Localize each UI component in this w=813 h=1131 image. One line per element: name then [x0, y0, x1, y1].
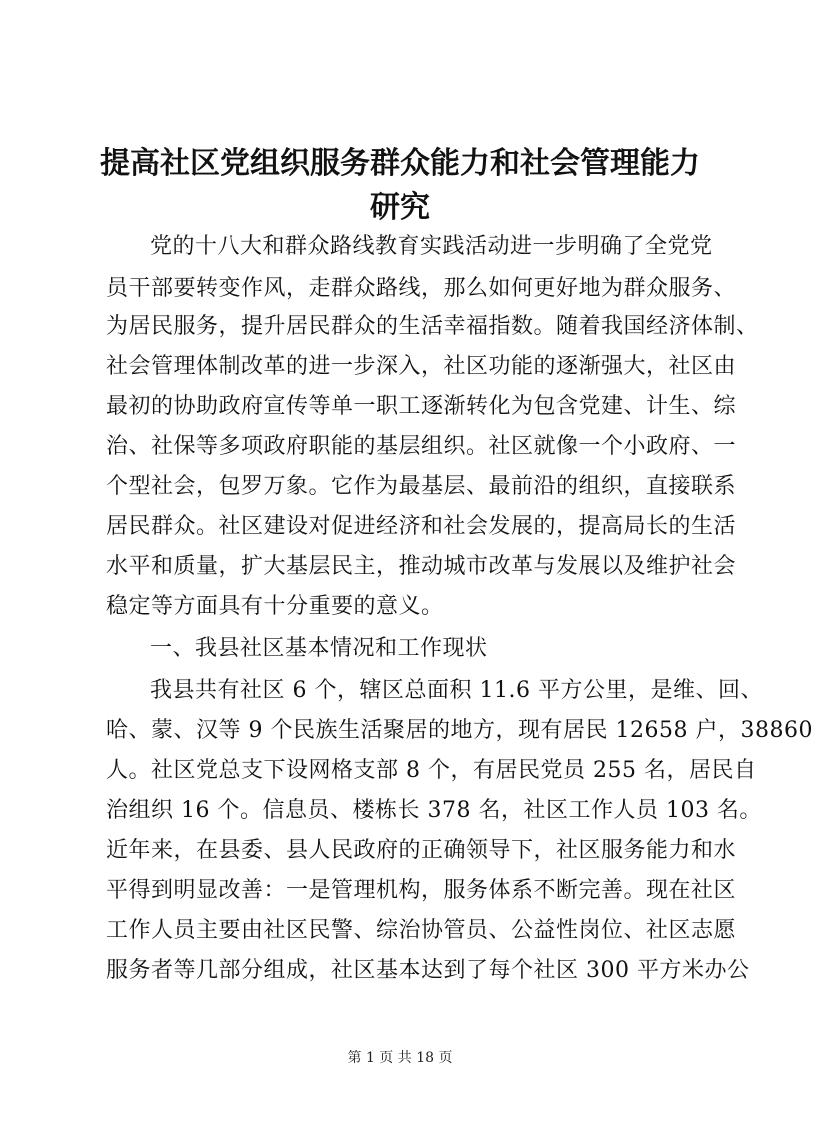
paragraph-line: 我县共有社区 6 个，辖区总面积 11.6 平方公里，是维、回、	[150, 678, 763, 703]
paragraph-line: 稳定等方面具有十分重要的意义。	[106, 594, 444, 619]
paragraph-line: 人。社区党总支下设网格支部 8 个，有居民党员 255 名，居民自	[106, 758, 757, 783]
paragraph-line: 治、社保等多项政府职能的基层组织。社区就像一个小政府、一	[106, 434, 737, 459]
paragraph-line: 最初的协助政府宣传等单一职工逐渐转化为包含党建、计生、综	[106, 394, 737, 419]
page-number: 第 1 页 共 18 页	[347, 1050, 453, 1066]
paragraph-line: 平得到明显改善：一是管理机构，服务体系不断完善。现在社区	[106, 878, 737, 903]
paragraph-line: 居民群众。社区建设对促进经济和社会发展的，提高局长的生活	[106, 514, 737, 539]
paragraph-line: 党的十八大和群众路线教育实践活动进一步明确了全党党	[150, 234, 713, 259]
section-heading: 一、我县社区基本情况和工作现状	[150, 636, 488, 661]
paragraph-line: 个型社会，包罗万象。它作为最基层、最前沿的组织，直接联系	[106, 474, 737, 499]
paragraph-line: 工作人员主要由社区民警、综治协管员、公益性岗位、社区志愿	[106, 918, 737, 943]
paragraph-line: 治组织 16 个。信息员、楼栋长 378 名，社区工作人员 103 名。	[106, 798, 762, 823]
paragraph-line: 哈、蒙、汉等 9 个民族生活聚居的地方，现有居民 12658 户，38860	[106, 718, 813, 743]
paragraph-line: 近年来，在县委、县人民政府的正确领导下，社区服务能力和水	[106, 838, 737, 863]
paragraph-line: 员干部要转变作风，走群众路线，那么如何更好地为群众服务、	[106, 276, 737, 301]
paragraph-line: 社会管理体制改革的进一步深入，社区功能的逐渐强大，社区由	[106, 354, 737, 379]
paragraph-line: 为居民服务，提升居民群众的生活幸福指数。随着我国经济体制、	[106, 314, 759, 339]
paragraph-line: 服务者等几部分组成，社区基本达到了每个社区 300 平方米办公	[106, 958, 750, 983]
document-title-line-1: 提高社区党组织服务群众能力和社会管理能力	[100, 146, 700, 181]
document-title-line-2: 研究	[370, 190, 430, 225]
paragraph-line: 水平和质量，扩大基层民主，推动城市改革与发展以及维护社会	[106, 554, 737, 579]
